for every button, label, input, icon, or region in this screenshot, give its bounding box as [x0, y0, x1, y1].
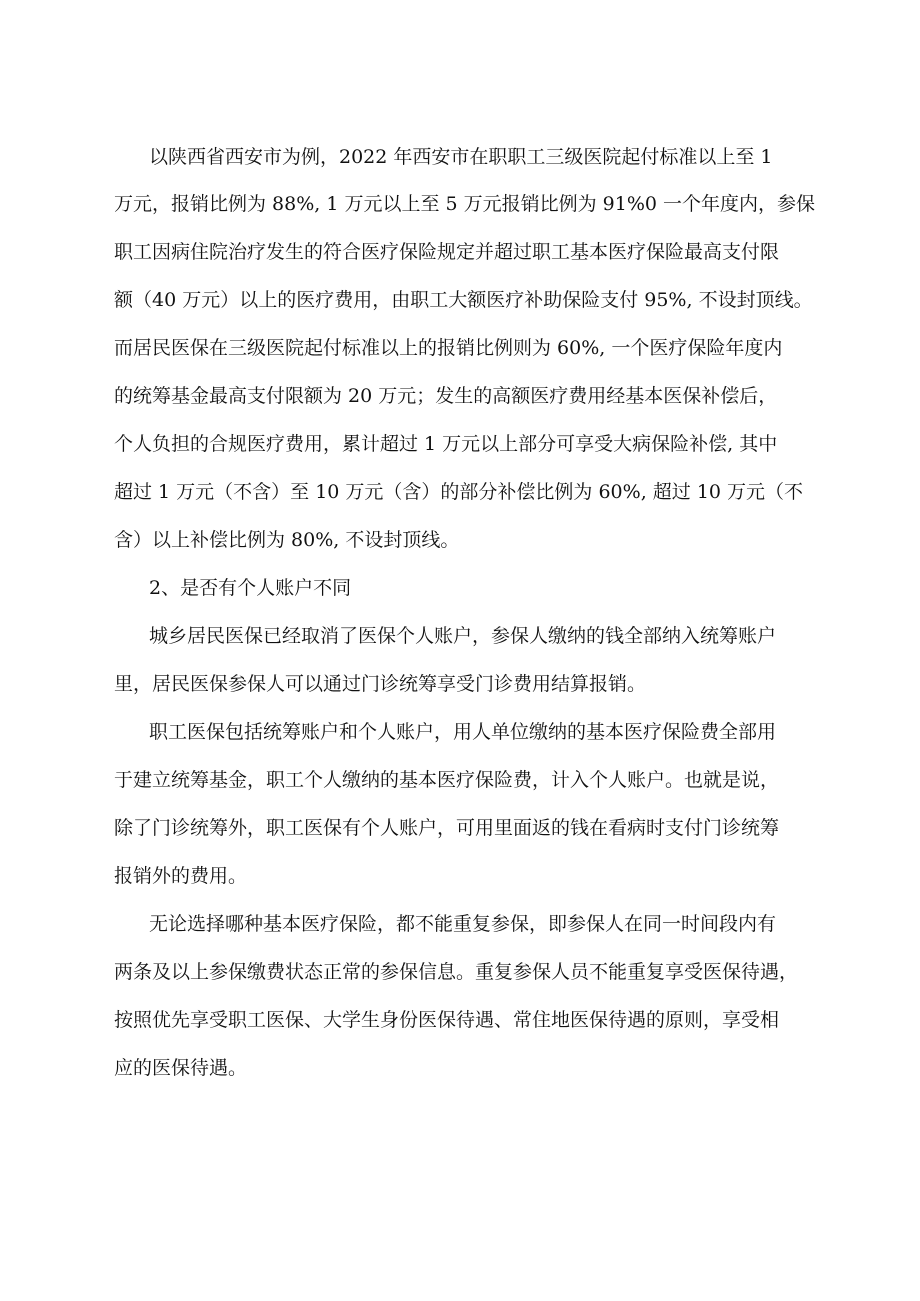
text-line-6: 的统筹基金最高支付限额为 20 万元；发生的高额医疗费用经基本医保补偿后，	[114, 385, 778, 407]
text-line-11: 城乡居民医保已经取消了医保个人账户，参保人缴纳的钱全部纳入统筹账户	[149, 625, 777, 647]
text-line-2: 万元，报销比例为 88%, 1 万元以上至 5 万元报销比例为 91%0 一个年度内，参保	[114, 193, 816, 215]
text-line-4: 额（40 万元）以上的医疗费用，由职工大额医疗补助保险支付 95%, 不设封顶线。	[114, 289, 813, 311]
text-line-7: 个人负担的合规医疗费用，累计超过 1 万元以上部分可享受大病保险补偿, 其中	[114, 433, 778, 455]
text-line-3: 职工因病住院治疗发生的符合医疗保险规定并超过职工基本医疗保险最高支付限	[114, 241, 780, 263]
section-heading: 2、是否有个人账户不同	[149, 577, 352, 599]
text-line-9: 含）以上补偿比例为 80%, 不设封顶线。	[114, 529, 460, 551]
text-line-14: 于建立统筹基金，职工个人缴纳的基本医疗保险费，计入个人账户。也就是说，	[114, 769, 780, 791]
text-line-1: 以陕西省西安市为例，2022 年西安市在职职工三级医院起付标准以上至 1	[149, 146, 773, 168]
text-line-13: 职工医保包括统筹账户和个人账户，用人单位缴纳的基本医疗保险费全部用	[149, 721, 777, 743]
text-line-17: 无论选择哪种基本医疗保险，都不能重复参保，即参保人在同一时间段内有	[149, 913, 777, 935]
text-line-18: 两条及以上参保缴费状态正常的参保信息。重复参保人员不能重复享受医保待遇，	[114, 961, 799, 983]
text-line-15: 除了门诊统筹外，职工医保有个人账户，可用里面返的钱在看病时支付门诊统筹	[114, 817, 780, 839]
text-line-19: 按照优先享受职工医保、大学生身份医保待遇、常住地医保待遇的原则，享受相	[114, 1009, 780, 1031]
text-line-5: 而居民医保在三级医院起付标准以上的报销比例则为 60%, 一个医疗保险年度内	[114, 337, 783, 359]
text-line-12: 里，居民医保参保人可以通过门诊统筹享受门诊费用结算报销。	[114, 673, 647, 695]
text-line-8: 超过 1 万元（不含）至 10 万元（含）的部分补偿比例为 60%, 超过 10 万元（不	[114, 481, 804, 503]
text-line-16: 报销外的费用。	[114, 865, 248, 887]
text-line-20: 应的医保待遇。	[114, 1057, 248, 1079]
